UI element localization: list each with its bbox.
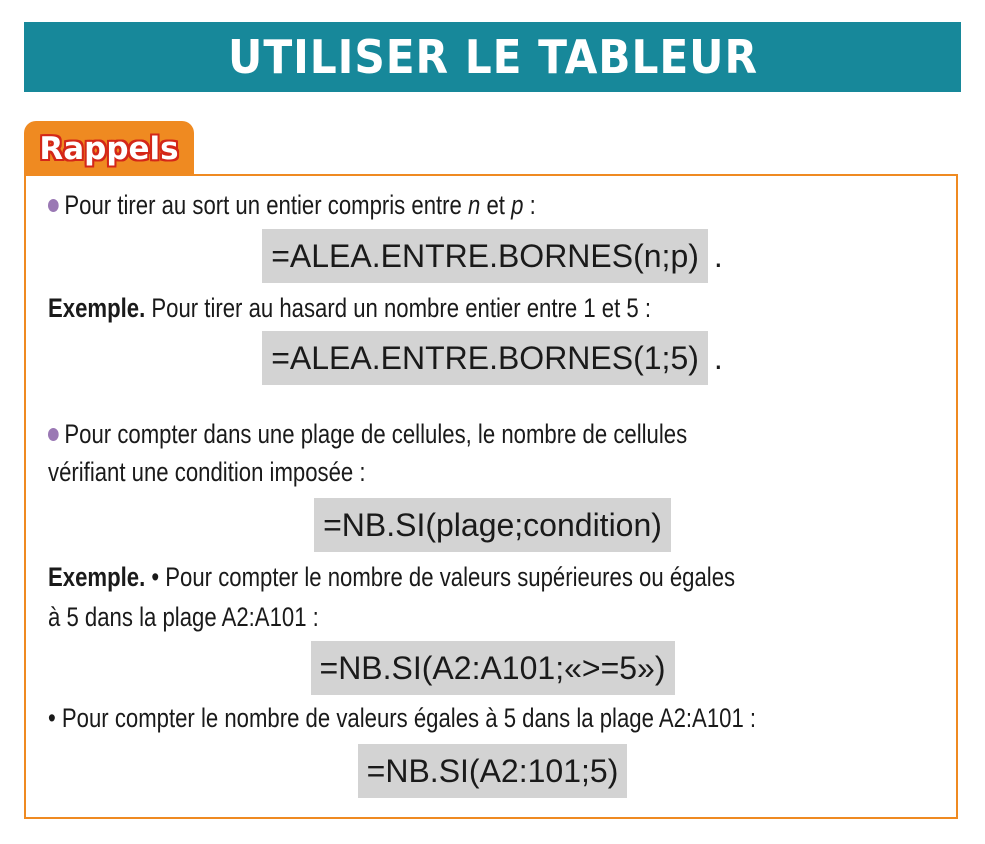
section2-example-formula2-row	[0, 744, 985, 798]
section2-example-formula1-row	[0, 641, 985, 695]
page-title: UTILISER LE TABLEUR	[227, 30, 758, 84]
formula-nbsi-plage: =NB.SI(plage;condition)	[314, 498, 671, 552]
example-label: Exemple.	[48, 293, 146, 323]
section2-example-line3: • Pour compter le nombre de valeurs égales à 5 dans la plage A2:A101 :	[48, 703, 757, 733]
formula-nbsi-eq5: =NB.SI(A2:101;5)	[358, 744, 628, 798]
section2-example-line1: Exemple. • Pour compter le nombre de valeurs supérieures ou égales	[48, 562, 736, 592]
bullet-dot-icon	[48, 428, 59, 441]
section1-example-formula-row	[0, 331, 985, 385]
var-n: n	[468, 190, 481, 220]
rappels-tab-label: Rappels	[39, 130, 179, 167]
section2-example-line2: à 5 dans la plage A2:A101 :	[48, 602, 319, 632]
title-banner	[24, 22, 961, 92]
bullet-dot-icon	[48, 199, 59, 212]
formula-nbsi-ge5: =NB.SI(A2:A101;«>=5»)	[311, 641, 675, 695]
section2-intro-line2: vérifiant une condition imposée :	[48, 457, 366, 487]
formula-suffix: .	[713, 339, 723, 376]
formula-alea-1-5: =ALEA.ENTRE.BORNES(1;5)	[262, 331, 708, 385]
section1-intro: Pour tirer au sort un entier compris entre n et p :	[48, 189, 536, 221]
section2-intro-line1: Pour compter dans une plage de cellules, le nombre de cellules	[48, 418, 687, 450]
section1-example: Exemple. Pour tirer au hasard un nombre entier entre 1 et 5 :	[48, 293, 652, 323]
formula-suffix: .	[713, 237, 723, 274]
rappels-tab	[24, 121, 194, 176]
example-label: Exemple.	[48, 562, 146, 592]
var-p: p	[511, 190, 524, 220]
section1-formula-row	[0, 229, 985, 283]
section2-formula-row	[0, 498, 985, 552]
formula-alea-n-p: =ALEA.ENTRE.BORNES(n;p)	[262, 229, 708, 283]
